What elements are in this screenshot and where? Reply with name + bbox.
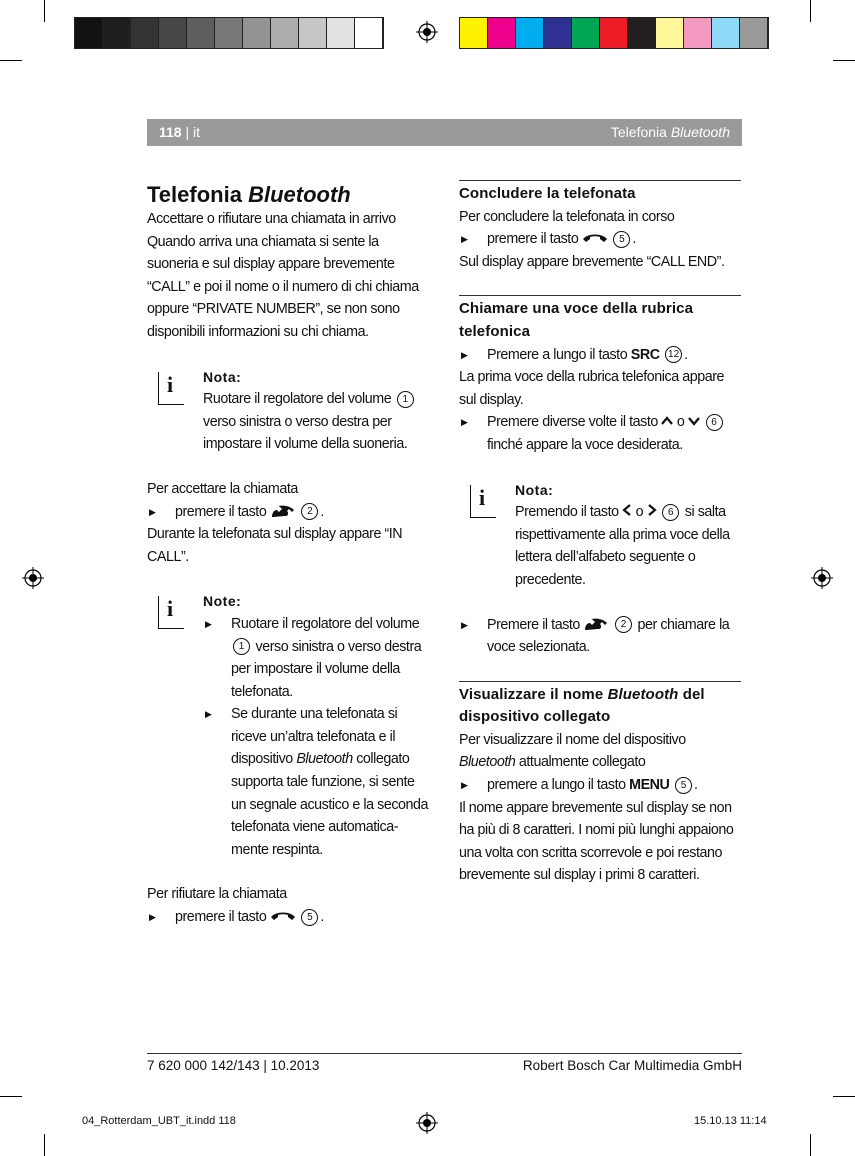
note-title: Note: [203,593,242,610]
page-header [147,119,742,146]
language-tag: | it [181,124,201,140]
chevron-right-icon [647,504,657,516]
footer-doc-number: 7 620 000 142/143 | 10.2013 [147,1058,320,1073]
slug-date: 15.10.13 11:14 [694,1115,767,1127]
note-box [147,590,429,861]
note-text: Premendo il tasto o 6 si salta rispettivamente alla prima voce della lettera dell’alfabeto seguente o precedente. [515,504,730,588]
step: ▶ premere a lungo il tasto MENU 5 . [459,774,741,797]
header-section-title: Telefonia Bluetooth [610,124,730,140]
step: ▶ Premere a lungo il tasto SRC 12 . [459,344,741,367]
section-text: Per concludere la telefonata in corso [459,208,675,225]
accept-step: ▶ premere il tasto 2 . [147,501,429,524]
note-title: Nota: [203,368,242,385]
color-swatch [572,18,600,48]
phone-end-icon [582,232,608,244]
phone-accept-icon [583,617,609,631]
registration-mark-top [416,21,438,43]
callout-number: 5 [675,777,692,794]
page-number: 118 [159,124,182,140]
section-text: Sul display appare brevemente “CALL END”. [459,253,725,270]
section-text: Il nome appare brevemente sul display se non ha più di 8 caratteri. I nomi più lunghi appaiono una volta con scritta scorrevole e poi restano brevemente sul display i primi 8 caratteri. [459,799,734,884]
color-swatch [243,18,271,48]
color-swatch [159,18,187,48]
chevron-down-icon [688,416,700,426]
left-column [147,180,429,929]
note-box [147,366,429,456]
color-swatch [684,18,712,48]
callout-number: 1 [397,391,414,408]
color-swatch [299,18,327,48]
color-swatch [656,18,684,48]
section-title: Visualizzare il nome Bluetooth del dispositivo collegato [459,681,741,729]
chevron-up-icon [661,416,673,426]
key-label: SRC [630,346,660,363]
color-swatch [355,18,383,48]
color-swatch [740,18,768,48]
color-swatch [516,18,544,48]
callout-number: 12 [665,346,682,363]
color-swatch [215,18,243,48]
note-title: Nota: [515,481,554,498]
step: ▶ Premere il tasto 2 per chiamare la voce selezionata. [459,614,741,659]
reject-step: ▶ premere il tasto 5 . [147,906,429,929]
reject-label: Per rifiutare la chiamata [147,886,287,903]
note-item: ▶ Ruotare il regolatore del volume 1 verso sinistra o verso destra per impostare il volume della telefonata. [203,613,429,703]
note-box [459,479,741,592]
info-icon: i [158,372,184,405]
section-text: Per visualizzare il nome del dispositivo Bluetooth attualmente collegato [459,731,686,771]
note-text: Ruotare il regolatore del volume 1 verso sinistra o verso destra per impostare il volume della suoneria. [203,388,429,456]
page-footer [147,1053,742,1073]
step: ▶ Premere diverse volte il tasto o 6 finché appare la voce desiderata. [459,411,741,456]
color-swatch [75,18,103,48]
callout-number: 5 [301,909,318,926]
section-title: Chiamare una voce della rubrica telefonica [459,295,741,343]
color-swatch [271,18,299,48]
callout-number: 5 [613,231,630,248]
intro-heading: Accettare o rifiutare una chiamata in arrivo [147,211,396,227]
color-swatch [712,18,740,48]
color-swatch [600,18,628,48]
section-text: La prima voce della rubrica telefonica appare sul display. [459,369,725,408]
key-label: MENU [629,777,670,794]
phone-accept-icon [270,504,296,518]
phone-end-icon [270,910,296,922]
step: ▶ premere il tasto 5 . [459,228,741,251]
callout-number: 6 [662,504,679,521]
callout-number: 2 [301,503,318,520]
chevron-left-icon [622,504,632,516]
color-swatch [488,18,516,48]
section-title: Concludere la telefonata [459,180,741,206]
accept-label: Per accettare la chiamata [147,480,298,497]
color-swatch [628,18,656,48]
page-title: Telefonia Bluetooth [147,182,351,207]
info-icon: i [158,596,184,629]
callout-number: 1 [233,638,250,655]
note-item: ▶ Se durante una telefonata si riceve un’altra telefonata e il dispositivo Bluetooth collegato supporta tale funzione, si sente un segnale acustico e la seconda telefonata viene automatica-mente respinta. [203,703,429,861]
callout-number: 2 [615,616,632,633]
right-column [459,180,741,887]
process-color-bar [459,17,769,49]
footer-company: Robert Bosch Car Multimedia GmbH [522,1058,742,1073]
color-swatch [187,18,215,48]
color-swatch [460,18,488,48]
intro-text: Quando arriva una chiamata si sente la suoneria e sul display appare brevemente “CALL” e poi il nome o il numero di chi chiama oppure “PRIVATE NUMBER”, se non sono disponibili informazioni su chi chiama. [147,233,419,340]
slug-filename: 04_Rotterdam_UBT_it.indd 118 [82,1115,236,1127]
callout-number: 6 [706,414,723,431]
color-swatch [103,18,131,48]
registration-mark-bottom [416,1112,438,1134]
gray-color-bar [74,17,384,49]
color-swatch [544,18,572,48]
during-call-text: Durante la telefonata sul display appare “IN CALL”. [147,526,403,565]
registration-mark-right [811,567,833,589]
registration-mark-left [22,567,44,589]
color-swatch [131,18,159,48]
color-swatch [327,18,355,48]
info-icon: i [470,485,496,518]
